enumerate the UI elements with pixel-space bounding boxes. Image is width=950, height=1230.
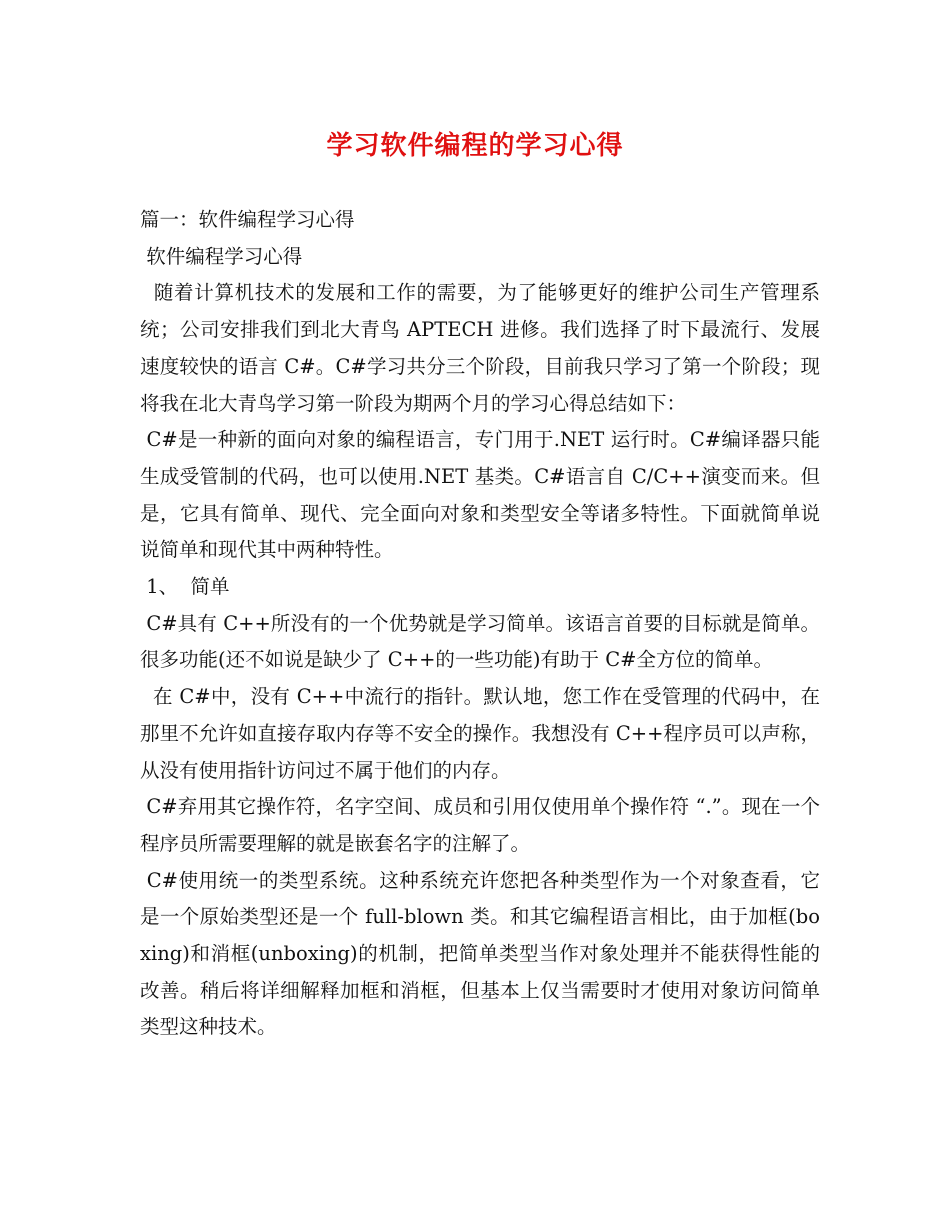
body-paragraph: C#使用统一的类型系统。这种系统充许您把各种类型作为一个对象查看，它是一个原始类型还是一个 full-blown 类。和其它编程语言相比，由于加框(boxing)和消框(unboxing)的机制，把简单类型当作对象处理并不能获得性能的改善。稍后将详细解释加框和消框，但基本上仅当需要时才使用对象访问简单类型这种技术。 bbox=[140, 868, 820, 1039]
document-body bbox=[140, 202, 820, 1046]
body-paragraph: 在 C#中，没有 C++中流行的指针。默认地，您工作在受管理的代码中，在那里不允许如直接存取内存等不安全的操作。我想没有 C++程序员可以声称，从没有使用指针访问过不属于他们的内存。 bbox=[140, 685, 820, 782]
list-heading: 1、 简单 bbox=[140, 575, 230, 599]
section-heading: 篇一：软件编程学习心得 bbox=[140, 208, 355, 231]
body-paragraph: C#是一种新的面向对象的编程语言，专门用于.NET 运行时。C#编译器只能生成受管制的代码，也可以使用.NET 基类。C#语言自 C/C++演变而来。但是，它具有简单、现代、完全面向对象和类型安全等诸多特性。下面就简单说说简单和现代其中两种特性。 bbox=[140, 428, 820, 562]
document-title: 学习软件编程的学习心得 bbox=[326, 131, 624, 161]
subsection-heading: 软件编程学习心得 bbox=[140, 244, 303, 268]
body-paragraph: C#弃用其它操作符，名字空间、成员和引用仅使用单个操作符 “.”。现在一个程序员所需要理解的就是嵌套名字的注解了。 bbox=[140, 795, 820, 855]
body-paragraph: C#具有 C++所没有的一个优势就是学习简单。该语言首要的目标就是简单。很多功能(还不如说是缺少了 C++的一些功能)有助于 C#全方位的简单。 bbox=[140, 611, 820, 672]
body-paragraph: 随着计算机技术的发展和工作的需要，为了能够更好的维护公司生产管理系统；公司安排我们到北大青鸟 APTECH 进修。我们选择了时下最流行、发展速度较快的语言 C#。C#学习共分三个阶段，目前我只学习了第一个阶段；现将我在北大青鸟学习第一阶段为期两个月的学习心得总结如下： bbox=[140, 281, 820, 415]
